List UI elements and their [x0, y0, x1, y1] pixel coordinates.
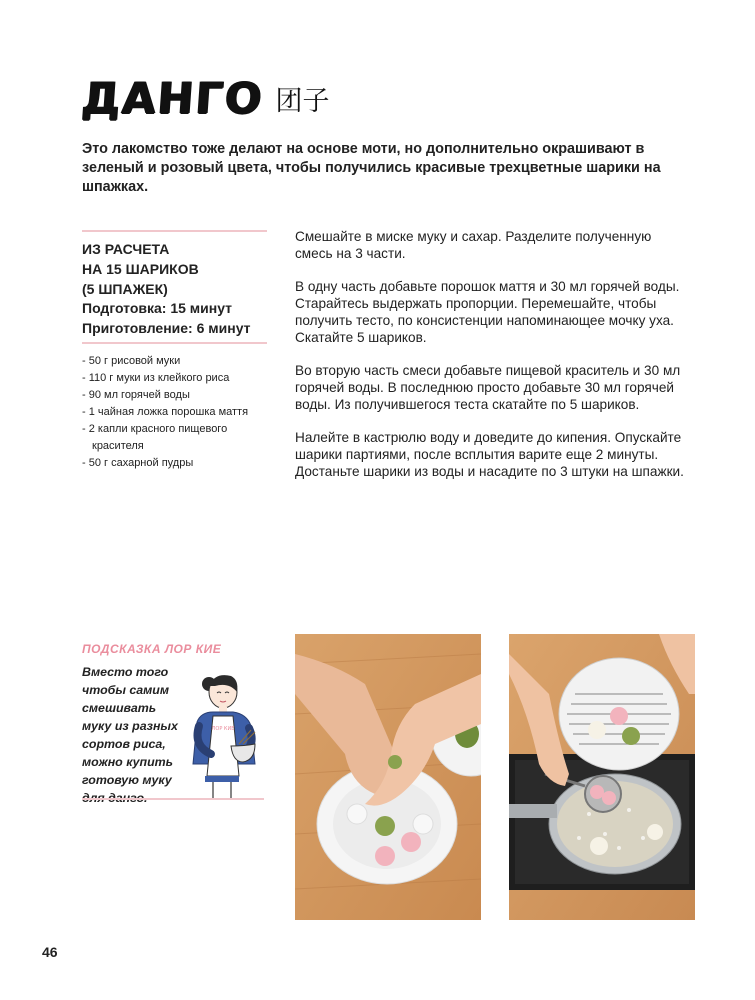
photo-boiling-dango [509, 634, 695, 920]
title-row [80, 74, 330, 124]
divider-middle [82, 342, 267, 344]
page-number: 46 [42, 944, 58, 960]
cook-time: Приготовление: 6 минут [82, 320, 251, 336]
ingredient-item: - 1 чайная ложка порошка маття [82, 406, 249, 418]
time-info [82, 298, 251, 338]
ingredient-item: - 50 г рисовой муки [82, 355, 181, 367]
yield-line-2: НА 15 ШАРИКОВ [82, 261, 199, 277]
recipe-steps [295, 228, 690, 496]
prep-time: Подготовка: 15 минут [82, 300, 233, 316]
ingredient-item: - 50 г сахарной пудры [82, 457, 194, 469]
step-2: В одну часть добавьте порошок маття и 30 мл горячей воды. Старайтесь выдержать пропорции. Перемешайте, чтобы получить тесто, по консистенции напоминающее мочку уха. Скатайте 5 шариков. [295, 279, 680, 345]
page-title: ДАНГО [80, 74, 266, 124]
apron-label: ЛОР КИЕ [211, 726, 235, 732]
intro-paragraph: Это лакомство тоже делают на основе моти, но дополнительно окрашивают в зеленый и розовый цвета, чтобы получились красивые трехцветные шарики на шпажках. [82, 141, 661, 195]
title-kanji: 团子 [275, 86, 330, 117]
chef-illustration [185, 664, 267, 802]
divider-top [82, 230, 267, 232]
step-1: Смешайте в миске муку и сахар. Разделите полученную смесь на 3 части. [295, 229, 652, 261]
yield-info [82, 239, 199, 299]
ingredient-item: - 90 мл горячей воды [82, 389, 190, 401]
ingredient-item: - 110 г муки из клейкого риса [82, 372, 230, 384]
ingredient-item: - 2 капли красного пищевого красителя [82, 423, 228, 452]
tip-divider [82, 798, 264, 800]
ingredient-list [82, 353, 267, 472]
tip-text: Вместо того чтобы самим смешивать муку из разных сортов риса, можно купить готовую муку [82, 665, 178, 787]
yield-line-3: (5 ШПАЖЕК) [82, 281, 168, 297]
photo-rolling-dango [295, 634, 481, 920]
tip-title: ПОДСКАЗКА ЛОР КИЕ [82, 642, 222, 656]
step-3: Во вторую часть смеси добавьте пищевой краситель и 30 мл горячей воды. В последнюю просто добавьте 30 мл горячей воды. Из получившегося теста скатайте по 5 шариков. [295, 363, 681, 412]
step-4: Налейте в кастрюлю воду и доведите до кипения. Опускайте шарики партиями, после всплытия варите еще 2 минуты. Достаньте шарики из воды и насадите по 3 штуки на шпажки. [295, 430, 684, 479]
yield-line-1: ИЗ РАСЧЕТА [82, 241, 170, 257]
